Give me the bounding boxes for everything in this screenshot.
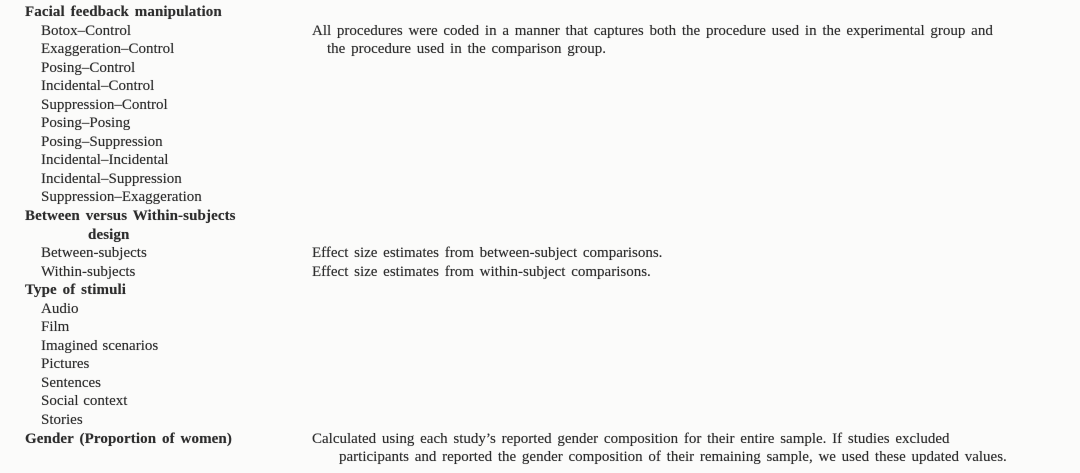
description-text: All procedures were coded in a manner that captures both the procedure used in the experimental group and: [312, 22, 993, 39]
subcategory-label: Film: [41, 319, 70, 336]
table-row: [0, 355, 1080, 374]
table-row: [0, 3, 1080, 22]
subcategory-label: Audio: [41, 300, 79, 317]
description-text: the procedure used in the comparison group.: [327, 41, 607, 58]
subcategory-label: Posing–Suppression: [41, 133, 163, 150]
table-row: [0, 133, 1080, 152]
table-row: [0, 77, 1080, 96]
description-text: [312, 355, 1080, 374]
subcategory-label: Social context: [41, 393, 128, 410]
subcategory-label: Incidental–Suppression: [41, 170, 182, 187]
description-text: Calculated using each study’s reported gender composition for their entire sample. If studies excluded: [312, 430, 950, 447]
table-row: [0, 263, 1080, 282]
subcategory-label: Suppression–Control: [41, 96, 168, 113]
subcategory-label: Suppression–Exaggeration: [41, 189, 202, 206]
category-label: design: [88, 226, 130, 243]
table-row: [0, 226, 1080, 245]
subcategory-label: Botox–Control: [41, 22, 132, 39]
subcategory-label: Imagined scenarios: [41, 337, 159, 354]
description-text: [312, 392, 1080, 411]
description-text: [312, 151, 1080, 170]
subcategory-label: Within-subjects: [41, 263, 136, 280]
table-row: [0, 59, 1080, 78]
description-text: [312, 188, 1080, 207]
table-row: [0, 22, 1080, 41]
table-row: [0, 318, 1080, 337]
coding-scheme-table: [0, 3, 1080, 467]
description-text: Effect size estimates from within-subject comparisons.: [312, 263, 651, 280]
description-text: [312, 3, 1080, 22]
table-row: [0, 151, 1080, 170]
table-row: [0, 430, 1080, 449]
subcategory-label: Exaggeration–Control: [41, 41, 175, 58]
description-text: [312, 411, 1080, 430]
subcategory-label: Incidental–Incidental: [41, 152, 169, 169]
description-text: [312, 337, 1080, 356]
description-text: [312, 170, 1080, 189]
table-row: [0, 207, 1080, 226]
category-label: Facial feedback manipulation: [25, 4, 222, 20]
table-row: [0, 337, 1080, 356]
description-text: [312, 226, 1080, 245]
category-label: Between versus Within-subjects: [25, 208, 236, 225]
subcategory-label: Sentences: [41, 374, 101, 391]
subcategory-label: Pictures: [41, 356, 90, 373]
subcategory-label: Incidental–Control: [41, 78, 155, 95]
table-row: [0, 40, 1080, 59]
description-text: Effect size estimates from between-subject comparisons.: [312, 245, 663, 262]
table-row: [0, 114, 1080, 133]
description-text: [312, 300, 1080, 319]
description-text: [312, 374, 1080, 393]
table-row: [0, 96, 1080, 115]
description-text: [312, 207, 1080, 226]
category-label: Gender (Proportion of women): [25, 430, 232, 447]
description-text: [312, 318, 1080, 337]
description-text: [312, 133, 1080, 152]
category-label: Type of stimuli: [25, 282, 127, 299]
subcategory-label: [0, 448, 312, 467]
description-text: [312, 77, 1080, 96]
table-row: [0, 170, 1080, 189]
description-text: [312, 59, 1080, 78]
table-row: [0, 374, 1080, 393]
subcategory-label: Posing–Posing: [41, 115, 131, 132]
description-text: [312, 96, 1080, 115]
table-row: [0, 411, 1080, 430]
description-text: participants and reported the gender composition of their remaining sample, we used these updated values.: [339, 449, 1007, 466]
table-row: [0, 188, 1080, 207]
description-text: [312, 114, 1080, 133]
table-row: [0, 300, 1080, 319]
table-row: [0, 448, 1080, 467]
table-row: [0, 281, 1080, 300]
subcategory-label: Stories: [41, 412, 83, 429]
subcategory-label: Posing–Control: [41, 59, 136, 76]
table-row: [0, 244, 1080, 263]
description-text: [312, 281, 1080, 300]
table-row: [0, 392, 1080, 411]
subcategory-label: Between-subjects: [41, 245, 147, 262]
